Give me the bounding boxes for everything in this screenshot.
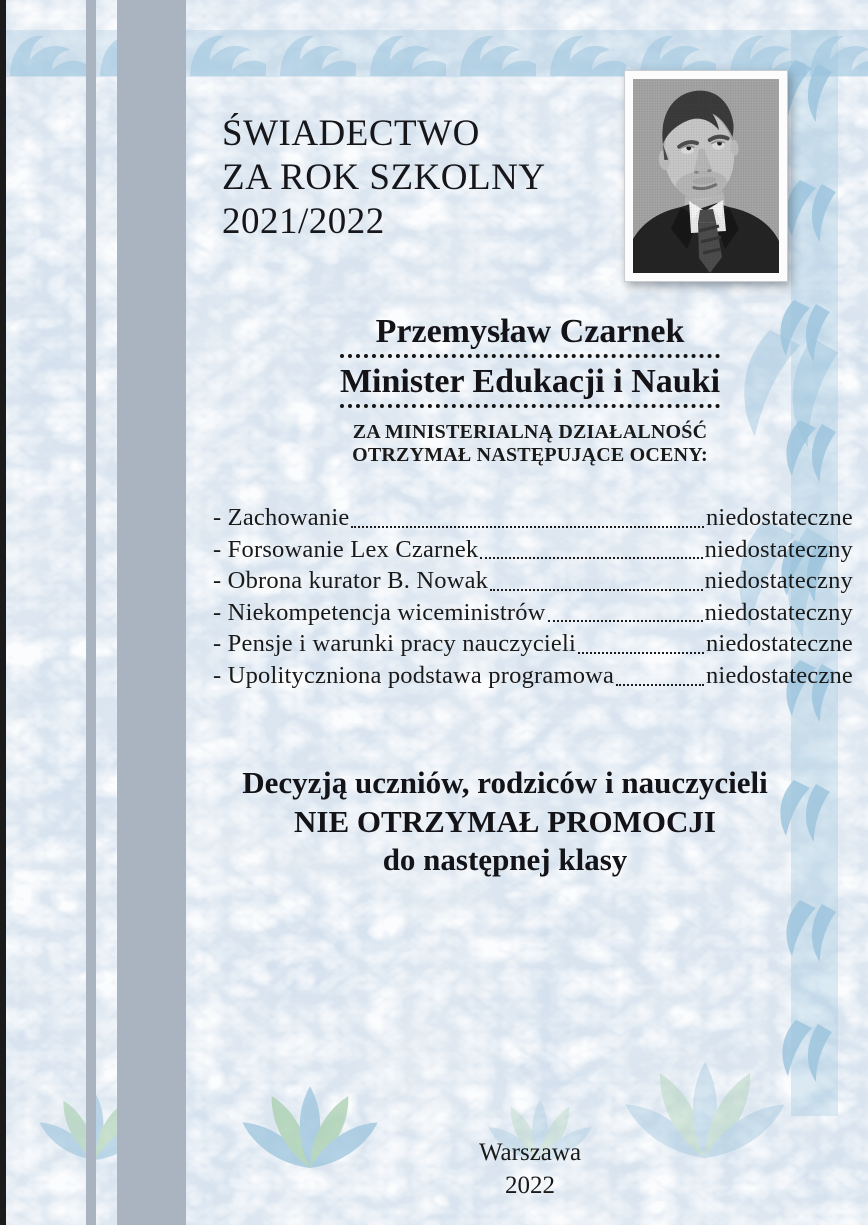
grade-leader-dots — [480, 557, 702, 559]
grade-value: niedostateczne — [705, 661, 853, 689]
grade-row — [213, 660, 853, 692]
grade-leader-dots — [616, 684, 704, 686]
decision-block — [160, 764, 850, 880]
grade-value: niedostateczne — [705, 504, 853, 531]
grade-row — [213, 565, 853, 597]
portrait-image — [633, 79, 779, 273]
title-line-3: 2021/2022 — [222, 201, 385, 242]
decision-line-1: Decyzją uczniów, rodziców i nauczycieli — [242, 765, 768, 800]
grade-row — [213, 502, 853, 534]
footer-block — [198, 1136, 862, 1202]
grades-intro-line-2: OTRZYMAŁ NASTĘPUJĄCE OCENY: — [352, 444, 708, 466]
recipient-role: Minister Edukacji i Nauki — [339, 363, 721, 400]
grade-label: - Zachowanie — [213, 504, 350, 531]
role-underline-dots — [340, 404, 720, 408]
recipient-name: Przemysław Czarnek — [375, 313, 685, 350]
grade-label: - Niekompetencja wiceministrów — [213, 598, 546, 626]
grade-leader-dots — [490, 589, 702, 591]
grade-label: - Obrona kurator B. Nowak — [213, 567, 489, 595]
grades-intro-line-1: ZA MINISTERIALNĄ DZIAŁALNOŚĆ — [352, 421, 708, 443]
title-line-2: ZA ROK SZKOLNY — [222, 157, 546, 198]
grade-leader-dots — [351, 526, 704, 528]
recipient-block — [198, 312, 862, 412]
grade-label: - Upolityczniona podstawa programowa — [213, 661, 615, 689]
grade-value: niedostateczny — [704, 598, 853, 626]
decision-line-3: do następnej klasy — [382, 842, 628, 877]
grade-row — [213, 628, 853, 660]
grade-row — [213, 534, 853, 566]
grade-label: - Forsowanie Lex Czarnek — [213, 535, 479, 563]
grade-leader-dots — [548, 620, 703, 622]
grade-leader-dots — [578, 652, 704, 654]
title-line-1: ŚWIADECTWO — [222, 113, 480, 154]
name-underline-dots — [340, 354, 720, 358]
grade-row — [213, 597, 853, 629]
grades-intro — [198, 421, 862, 467]
grade-label: - Pensje i warunki pracy nauczycieli — [213, 630, 576, 658]
grade-value: niedostateczne — [705, 630, 853, 658]
decision-line-2: NIE OTRZYMAŁ PROMOCJI — [294, 803, 716, 839]
certificate-title — [222, 112, 546, 244]
portrait-photo — [624, 70, 788, 282]
grade-value: niedostateczny — [704, 535, 853, 563]
grades-list — [213, 502, 853, 692]
grade-value: niedostateczny — [704, 567, 853, 595]
footer-city: Warszawa — [478, 1139, 582, 1166]
footer-year: 2022 — [505, 1172, 555, 1199]
